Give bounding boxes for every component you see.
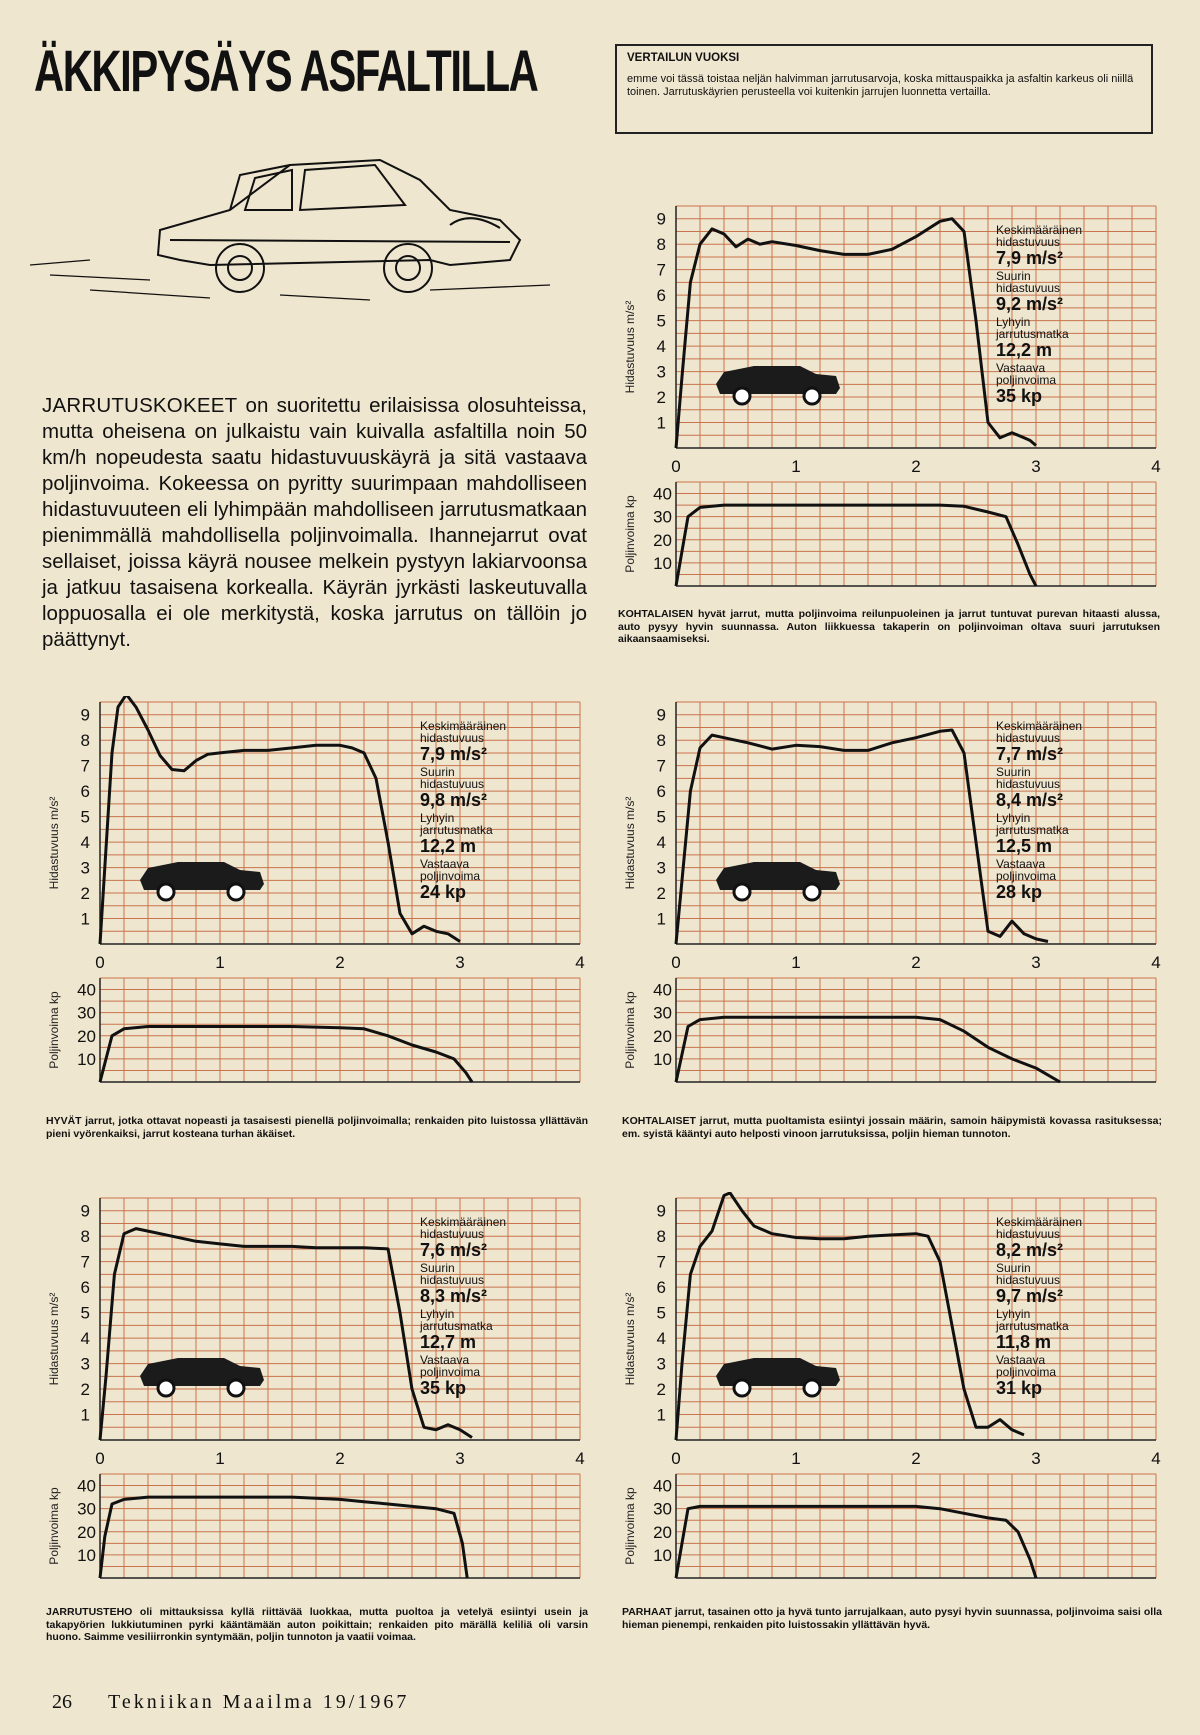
y-tick-label: 3 (656, 1354, 666, 1374)
caption-lead: HYVÄT (46, 1115, 82, 1127)
legend-value-avg: 7,6 m/s² (420, 1240, 488, 1260)
legend-label: Vastaava (996, 857, 1046, 871)
car-illustration (30, 150, 550, 320)
y-tick-label: 8 (656, 1227, 666, 1247)
y-tick-label: 10 (653, 1049, 672, 1069)
pedal-force-line (676, 1506, 1036, 1578)
deceleration-line (100, 1229, 472, 1440)
caption-bl (46, 1606, 588, 1644)
legend-label: Suurin (996, 1261, 1031, 1275)
legend-value-avg: 8,2 m/s² (996, 1240, 1064, 1260)
comparison-note-box (615, 44, 1153, 134)
legend-label: hidastuvuus (996, 731, 1061, 745)
caption-mr (622, 1115, 1162, 1140)
legend-label: hidastuvuus (420, 1273, 485, 1287)
caption-lead: KOHTALAISEN (618, 608, 694, 620)
comparison-note-title: VERTAILUN VUOKSI (627, 52, 740, 64)
legend-label: poljinvoima (996, 1365, 1057, 1379)
y-tick-label: 6 (656, 1278, 666, 1298)
y-tick-label: 10 (653, 553, 672, 573)
y-tick-label: 7 (80, 756, 90, 776)
y-axis-label: Poljinvoima kp (47, 991, 61, 1069)
y-tick-label: 7 (80, 1252, 90, 1272)
legend-label: poljinvoima (420, 1365, 481, 1379)
chart-legend (419, 1215, 506, 1398)
chart-panel-tr (612, 200, 1172, 630)
x-tick-label: 2 (335, 953, 345, 972)
legend-label: Lyhyin (996, 315, 1031, 329)
caption-tr (618, 608, 1160, 646)
deceleration-line (676, 730, 1048, 944)
y-axis-label: Hidastuvuus m/s² (623, 1292, 637, 1386)
legend-label: Suurin (996, 269, 1031, 283)
y-tick-label: 40 (77, 980, 96, 1000)
x-tick-label: 2 (911, 953, 921, 972)
x-tick-label: 4 (1151, 457, 1161, 476)
legend-label: Vastaava (996, 361, 1046, 375)
legend-label: hidastuvuus (996, 1273, 1061, 1287)
y-tick-label: 30 (653, 1003, 672, 1023)
legend-value-avg: 7,9 m/s² (996, 248, 1064, 268)
legend-label: Lyhyin (420, 811, 455, 825)
y-tick-label: 5 (656, 807, 666, 827)
caption-ml (46, 1115, 588, 1140)
x-tick-label: 2 (335, 1449, 345, 1468)
legend-label: Keskimääräinen (996, 1215, 1083, 1229)
car-icon (804, 1380, 820, 1396)
legend-label: hidastuvuus (996, 281, 1061, 295)
y-tick-label: 5 (656, 311, 666, 331)
y-axis-label: Hidastuvuus m/s² (47, 796, 61, 890)
y-tick-label: 1 (656, 909, 666, 929)
legend-label: poljinvoima (996, 373, 1057, 387)
x-tick-label: 1 (215, 953, 225, 972)
deceleration-line (676, 1193, 1024, 1440)
x-tick-label: 0 (671, 953, 681, 972)
legend-value-dist: 12,5 m (996, 836, 1053, 856)
legend-value-dist: 11,8 m (996, 1332, 1052, 1352)
x-tick-label: 3 (1031, 953, 1041, 972)
y-tick-label: 3 (80, 1354, 90, 1374)
y-tick-label: 6 (80, 782, 90, 802)
y-tick-label: 4 (656, 337, 666, 357)
legend-label: jarrutusmatka (420, 823, 493, 837)
page-footer (52, 1691, 409, 1714)
legend-value-force: 28 kp (996, 882, 1043, 902)
chart-tr (612, 200, 1172, 630)
x-tick-label: 2 (911, 457, 921, 476)
x-tick-label: 3 (455, 1449, 465, 1468)
y-tick-label: 9 (80, 705, 90, 725)
y-tick-label: 8 (80, 731, 90, 751)
legend-label: hidastuvuus (996, 1227, 1061, 1241)
intro-text (42, 393, 587, 653)
y-tick-label: 9 (656, 209, 666, 229)
caption-text: jarrut, tasainen otto ja hyvä tunto jarrujalkaan, auto pysyi hyvin suunnassa, poljinvoima saisi olla hieman pienempi, renkaiden pito luistossakin yllättävän hyvä. (622, 1606, 1162, 1631)
x-tick-label: 0 (95, 953, 105, 972)
x-tick-label: 3 (1031, 1449, 1041, 1468)
legend-label: Suurin (420, 1261, 455, 1275)
x-tick-label: 0 (671, 1449, 681, 1468)
legend-value-dist: 12,2 m (996, 340, 1053, 360)
legend-label: hidastuvuus (420, 731, 485, 745)
chart-mr (612, 696, 1172, 1126)
car-icon (734, 388, 750, 404)
y-tick-label: 7 (656, 756, 666, 776)
page-title: ÄKKIPYSÄYS ASFALTILLA (34, 39, 538, 104)
car-icon (228, 884, 244, 900)
y-tick-label: 1 (656, 413, 666, 433)
comparison-note-text: emme voi tässä toistaa neljän halvimman jarrutusarvoja, koska mittauspaikka ja asfaltin karkeus oli niillä toinen. Jarrutuskäyrien perusteella voi kuitenkin jarrujen luonnetta vertailla. (627, 73, 1134, 98)
legend-label: jarrutusmatka (420, 1319, 493, 1333)
y-tick-label: 7 (656, 1252, 666, 1272)
y-tick-label: 2 (656, 388, 666, 408)
y-tick-label: 10 (653, 1545, 672, 1565)
y-tick-label: 30 (653, 507, 672, 527)
car-icon (734, 884, 750, 900)
legend-label: Lyhyin (996, 811, 1031, 825)
y-tick-label: 5 (80, 1303, 90, 1323)
y-axis-label: Poljinvoima kp (623, 495, 637, 573)
x-tick-label: 2 (911, 1449, 921, 1468)
pedal-force-line (100, 1027, 472, 1083)
y-tick-label: 1 (80, 1405, 90, 1425)
x-tick-label: 4 (1151, 953, 1161, 972)
legend-value-max: 9,2 m/s² (996, 294, 1064, 314)
x-tick-label: 4 (1151, 1449, 1161, 1468)
chart-br (612, 1192, 1172, 1622)
caption-lead: KOHTALAISET (622, 1115, 696, 1127)
caption-text: jarrut, mutta puoltamista esiintyi jossain määrin, samoin häipymistä kovassa rasituksessa; em. syistä kääntyi auto helposti vinoon jarrutuksissa, poljin hieman tunnoton. (622, 1115, 1162, 1140)
y-tick-label: 20 (653, 530, 672, 550)
y-axis-label: Hidastuvuus m/s² (623, 300, 637, 394)
y-tick-label: 2 (80, 884, 90, 904)
legend-value-force: 31 kp (996, 1378, 1043, 1398)
legend-label: hidastuvuus (996, 235, 1061, 249)
x-tick-label: 4 (575, 953, 585, 972)
car-icon (734, 1380, 750, 1396)
y-tick-label: 10 (77, 1545, 96, 1565)
x-tick-label: 0 (95, 1449, 105, 1468)
chart-panel-ml (36, 696, 596, 1126)
y-tick-label: 4 (656, 1329, 666, 1349)
y-tick-label: 30 (77, 1499, 96, 1519)
car-icon (716, 1358, 840, 1386)
y-tick-label: 5 (656, 1303, 666, 1323)
y-tick-label: 3 (656, 362, 666, 382)
x-tick-label: 0 (671, 457, 681, 476)
x-tick-label: 1 (791, 457, 801, 476)
legend-label: jarrutusmatka (996, 823, 1069, 837)
legend-label: jarrutusmatka (996, 1319, 1069, 1333)
car-icon (804, 388, 820, 404)
legend-label: hidastuvuus (420, 777, 485, 791)
y-tick-label: 10 (77, 1049, 96, 1069)
magazine-name: Tekniikan Maailma 19/1967 (108, 1691, 410, 1713)
car-icon (716, 862, 840, 890)
y-tick-label: 8 (656, 235, 666, 255)
car-icon (804, 884, 820, 900)
legend-value-force: 24 kp (420, 882, 467, 902)
y-tick-label: 1 (656, 1405, 666, 1425)
y-tick-label: 40 (653, 980, 672, 1000)
car-icon (140, 1358, 264, 1386)
x-tick-label: 1 (215, 1449, 225, 1468)
chart-panel-mr (612, 696, 1172, 1126)
y-tick-label: 3 (80, 858, 90, 878)
chart-bl (36, 1192, 596, 1622)
y-tick-label: 9 (656, 705, 666, 725)
legend-value-avg: 7,7 m/s² (996, 744, 1064, 764)
legend-value-force: 35 kp (420, 1378, 467, 1398)
y-tick-label: 2 (80, 1380, 90, 1400)
y-tick-label: 20 (653, 1522, 672, 1542)
x-tick-label: 1 (791, 953, 801, 972)
legend-label: Vastaava (996, 1353, 1046, 1367)
y-tick-label: 40 (653, 484, 672, 504)
y-tick-label: 9 (656, 1201, 666, 1221)
pedal-force-line (676, 505, 1036, 586)
chart-legend (995, 223, 1082, 406)
car-icon (716, 366, 840, 394)
car-icon (228, 1380, 244, 1396)
chart-legend (419, 719, 506, 902)
intro-body: on suoritettu erilaisissa olosuhteissa, mutta oheisena on julkaistu vain kuivalla asfaltilla noin 50 km/h nopeudesta saatu hidastuvuuskäyrä ja sitä vastaava poljinvoima. Kokeessa on pyritty suurimpaan mahdolliseen hidastuvuuteen eli lyhimpään mahdolliseen jarrutusmatkaan pienimmällä mahdollisella poljinvoimalla. Ihannejarrut ovat sellaiset, joissa käyrä nousee melkein pystyyn lakiarvoonsa ja jatkuu tasaisena korkealla. Käyrän jyrkästi laskeutuvalla loppuosalla ei ole merkitystä, koska jarrutus on tällöin jo päättynyt. (42, 394, 587, 651)
y-tick-label: 20 (77, 1522, 96, 1542)
x-tick-label: 3 (455, 953, 465, 972)
x-tick-label: 1 (791, 1449, 801, 1468)
y-tick-label: 20 (653, 1026, 672, 1046)
legend-value-max: 9,8 m/s² (420, 790, 488, 810)
y-axis-label: Hidastuvuus m/s² (47, 1292, 61, 1386)
chart-ml (36, 696, 596, 1126)
caption-text: jarrut, jotka ottavat nopeasti ja tasaisesti pienellä poljinvoimalla; renkaiden pito luistossa yllättävän pieni vyörenkaiksi, jarrut kosteana turhan äkäiset. (46, 1115, 588, 1140)
legend-label: poljinvoima (996, 869, 1057, 883)
y-axis-label: Hidastuvuus m/s² (623, 796, 637, 890)
caption-text: oli mittauksissa kyllä riittävää luokkaa, mutta puoltoa ja vetelyä esiintyi usein ja takapyörien lukkiutuminen pyrki kääntämään auton poikittain; renkaiden pito märällä keliliä oli varsin huono. Saimme vesiliirronkin syntymään, poljin tunnoton ja vaatii voimaa. (46, 1606, 588, 1643)
legend-label: hidastuvuus (996, 777, 1061, 791)
y-tick-label: 4 (80, 1329, 90, 1349)
y-tick-label: 6 (656, 782, 666, 802)
legend-label: Lyhyin (420, 1307, 455, 1321)
car-icon (158, 1380, 174, 1396)
y-tick-label: 4 (80, 833, 90, 853)
legend-value-force: 35 kp (996, 386, 1043, 406)
caption-lead: JARRUTUSTEHO (46, 1606, 133, 1618)
y-tick-label: 9 (80, 1201, 90, 1221)
y-tick-label: 40 (77, 1476, 96, 1496)
legend-label: Keskimääräinen (996, 719, 1083, 733)
legend-label: Keskimääräinen (996, 223, 1083, 237)
legend-label: Vastaava (420, 857, 470, 871)
legend-label: jarrutusmatka (996, 327, 1069, 341)
intro-lead: JARRUTUSKOKEET (42, 394, 238, 417)
x-tick-label: 3 (1031, 457, 1041, 476)
y-tick-label: 2 (656, 884, 666, 904)
chart-panel-bl (36, 1192, 596, 1622)
legend-label: Vastaava (420, 1353, 470, 1367)
car-icon (158, 884, 174, 900)
chart-panel-br (612, 1192, 1172, 1622)
legend-label: hidastuvuus (420, 1227, 485, 1241)
y-axis-label: Poljinvoima kp (623, 1487, 637, 1565)
y-tick-label: 1 (80, 909, 90, 929)
caption-lead: PARHAAT (622, 1606, 672, 1618)
legend-value-max: 9,7 m/s² (996, 1286, 1064, 1306)
y-tick-label: 8 (656, 731, 666, 751)
y-tick-label: 6 (656, 286, 666, 306)
y-tick-label: 3 (656, 858, 666, 878)
y-tick-label: 20 (77, 1026, 96, 1046)
legend-label: Lyhyin (996, 1307, 1031, 1321)
legend-label: poljinvoima (420, 869, 481, 883)
y-tick-label: 30 (77, 1003, 96, 1023)
page-number: 26 (52, 1691, 72, 1713)
y-axis-label: Poljinvoima kp (623, 991, 637, 1069)
y-tick-label: 30 (653, 1499, 672, 1519)
legend-label: Keskimääräinen (420, 719, 507, 733)
legend-label: Suurin (420, 765, 455, 779)
caption-br (622, 1606, 1162, 1631)
legend-value-max: 8,4 m/s² (996, 790, 1064, 810)
car-icon (140, 862, 264, 890)
legend-label: Suurin (996, 765, 1031, 779)
y-tick-label: 4 (656, 833, 666, 853)
y-tick-label: 2 (656, 1380, 666, 1400)
y-tick-label: 7 (656, 260, 666, 280)
chart-legend (995, 1215, 1082, 1398)
legend-value-dist: 12,7 m (420, 1332, 477, 1352)
caption-text: hyvät jarrut, mutta poljinvoima reilunpuoleinen ja jarrut tuntuvat purevan hitaasti alussa, auto pysyy hyvin suunnassa. Auton liikkuessa takaperin on poljinvoiman oltava suuri jarrutuksen aikaansaamiseksi. (618, 608, 1160, 645)
legend-value-avg: 7,9 m/s² (420, 744, 488, 764)
y-tick-label: 8 (80, 1227, 90, 1247)
y-tick-label: 40 (653, 1476, 672, 1496)
deceleration-line (100, 696, 460, 944)
x-tick-label: 4 (575, 1449, 585, 1468)
legend-value-max: 8,3 m/s² (420, 1286, 488, 1306)
legend-label: Keskimääräinen (420, 1215, 507, 1229)
y-tick-label: 5 (80, 807, 90, 827)
chart-legend (995, 719, 1082, 902)
y-tick-label: 6 (80, 1278, 90, 1298)
legend-value-dist: 12,2 m (420, 836, 477, 856)
y-axis-label: Poljinvoima kp (47, 1487, 61, 1565)
